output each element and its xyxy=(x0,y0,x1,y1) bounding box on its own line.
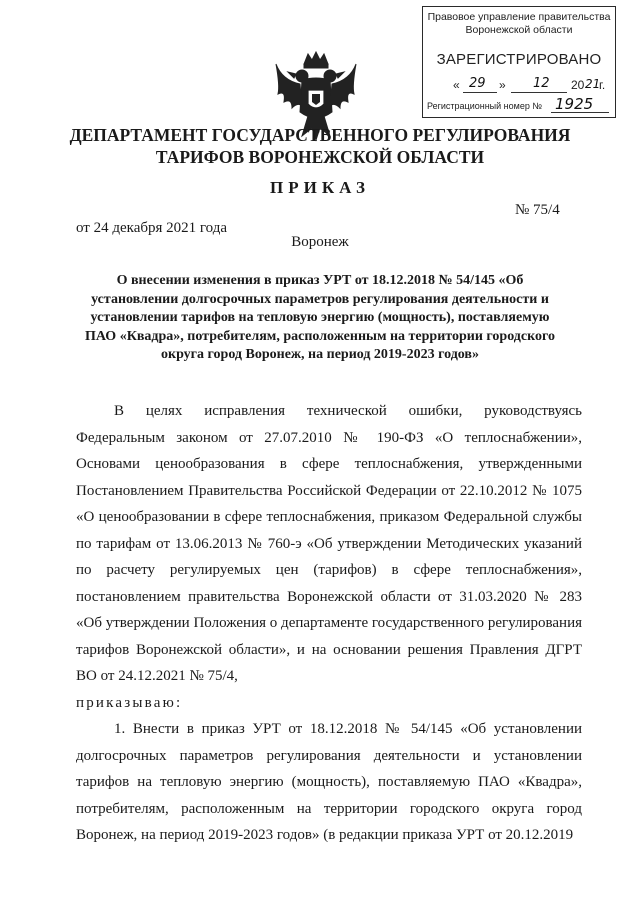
registration-stamp xyxy=(422,6,616,118)
stamp-number-row xyxy=(427,95,611,114)
stamp-day-underline xyxy=(463,92,497,93)
preamble-paragraph: В целях исправления технической ошибки, руководствуясь Федеральным законом от 27.07.2010 № 190-ФЗ «О теплоснабжении», Основами ценообразования в сфере теплоснабжения, утвержденными Постановлением Правительства Российской Федерации от 22.10.2012 № 1075 «О ценообразовании в сфере теплоснабжения, приказом Федеральной службы по тарифам от 13.06.2013 № 760-э «Об утверждении Методических указаний по расчету регулируемых цен (тарифов) в сфере теплоснабжения», постановлением правительства Воронежской области от 31.03.2020 № 283 «Об утверждении Положения о департаменте государственного регулирования тарифов Воронежской области», и на основании решения Правления ДГРТ ВО от 24.12.2021 № 75/4, xyxy=(76,403,582,684)
order-body xyxy=(76,398,582,849)
stamp-registered-label: ЗАРЕГИСТРИРОВАНО xyxy=(436,51,602,68)
order-word: приказываю: xyxy=(76,694,183,711)
stamp-day: 29 xyxy=(469,76,486,91)
order-date: от 24 декабря 2021 года xyxy=(76,220,228,236)
stamp-month-underline xyxy=(511,92,567,93)
stamp-year-suffix: г. xyxy=(599,78,606,92)
order-number: № 75/4 xyxy=(515,202,560,218)
stamp-month: 12 xyxy=(533,76,550,91)
department-name: ДЕПАРТАМЕНТ ГОСУДАРСТВЕННОГО РЕГУЛИРОВАНИЯ ТАРИФОВ ВОРОНЕЖСКОЙ ОБЛАСТИ xyxy=(69,125,571,167)
order-city: Воронеж xyxy=(291,234,349,250)
stamp-authority-line1: Правовое управление правительства xyxy=(427,11,611,23)
stamp-date-row xyxy=(423,78,615,94)
item-1-paragraph: 1. Внести в приказ УРТ от 18.12.2018 № 54/145 «Об установлении долгосрочных параметров регулирования деятельности и установлении тарифов на тепловую энергию (мощность), поставляемую ПАО «Квадра», потребителям, расположенным на территории городского округа город Воронеж, на период 2019-2023 годов» (в редакции приказа УРТ от 20.12.2019 xyxy=(76,721,582,843)
stamp-year-prefix: 20 xyxy=(571,78,585,92)
stamp-quote-open: « xyxy=(453,78,460,92)
order-subject: О внесении изменения в приказ УРТ от 18.12.2018 № 54/145 «Об установлении долгосрочных параметров регулирования деятельности и установлении тарифов на тепловую энергию (мощность), поставляемую ПАО «Квадра», потребителям, расположенным на территории городского округа город Воронеж, на период 2019-2023 годов» xyxy=(85,273,555,362)
stamp-quote-close: » xyxy=(499,78,506,92)
stamp-reg-number: 1925 xyxy=(555,95,594,113)
stamp-authority-line2: Воронежской области xyxy=(465,24,573,36)
stamp-year: 21 xyxy=(585,77,601,91)
stamp-reg-number-label: Регистрационный номер № xyxy=(427,101,543,111)
stamp-number-underline xyxy=(551,112,609,113)
order-title: ПРИКАЗ xyxy=(270,178,370,197)
